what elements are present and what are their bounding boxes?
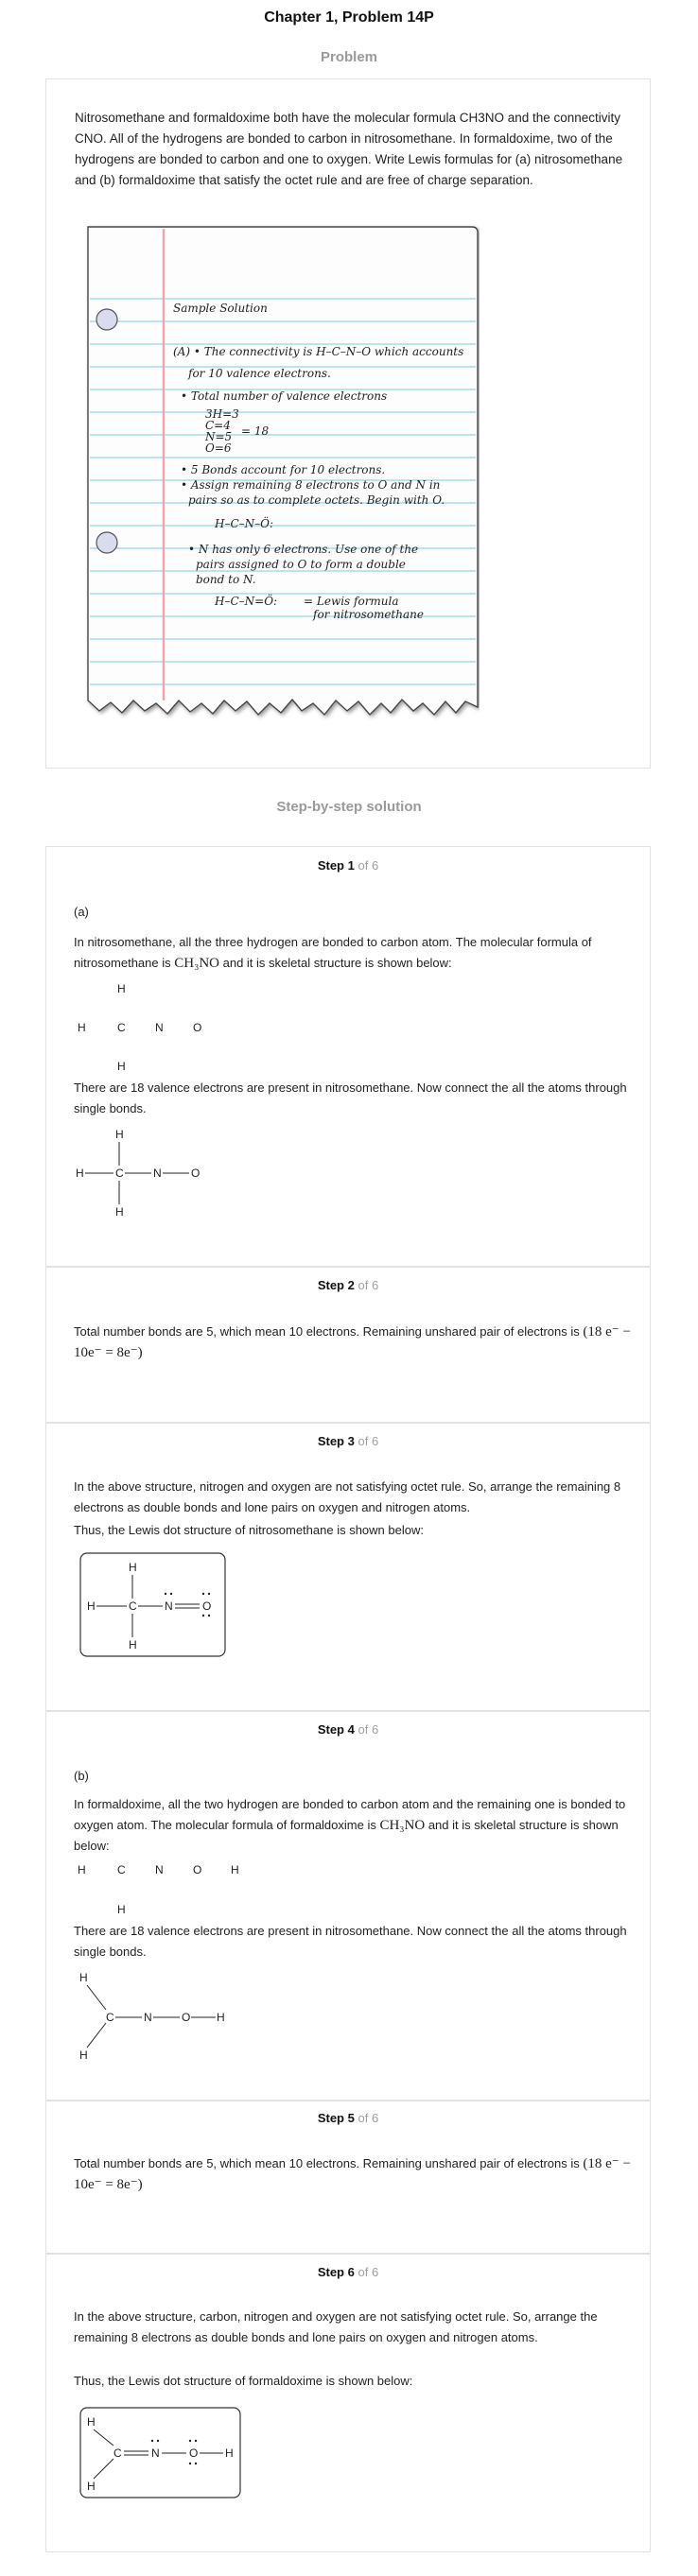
svg-text:N: N (165, 1599, 173, 1613)
svg-text:N=5: N=5 (205, 430, 233, 443)
step-5-heading: Step 5 of 6 (317, 2111, 379, 2125)
step-5-expression: (18 e⁻ − 10e⁻ = 8e⁻) (74, 2156, 631, 2192)
svg-text:H: H (78, 1863, 86, 1876)
svg-text:H–C–N=Ö:: H–C–N=Ö: (215, 595, 278, 608)
svg-text:N: N (155, 1863, 164, 1876)
svg-text:H: H (225, 2446, 234, 2460)
step-1-single-bond-structure (74, 1125, 225, 1219)
svg-text:H: H (115, 1128, 124, 1141)
svg-text:• N has only 6 electrons. Use: • N has only 6 electrons. Use one of the (188, 543, 419, 556)
svg-text:H: H (231, 1863, 239, 1876)
sample-solution-notebook-image (82, 223, 480, 734)
svg-text:H: H (115, 1205, 124, 1219)
svg-text:H: H (87, 2480, 96, 2493)
step-4-text: In formaldoxime, all the two hydrogen are bonded to carbon atom and the remaining one is bonded to oxygen atom. The molecular formula of formaldoxime is CH₃NO and it is skeletal structure is shown below: (74, 1797, 626, 1853)
svg-text:H: H (129, 1638, 137, 1651)
step-6-text-2: Thus, the Lewis dot structure of formaldoxime is shown below: (74, 2374, 413, 2388)
notebook-header: Sample Solution (173, 302, 268, 315)
step-3-text: In the above structure, nitrogen and oxygen are not satisfying octet rule. So, arrange the remaining 8 electrons as double bonds and lone pairs on oxygen and nitrogen atoms. (74, 1479, 621, 1514)
step-1-text: In nitrosomethane, all the three hydrogen are bonded to carbon atom. The molecular formula of nitrosomethane is CH₃NO and it is skeletal structure is shown below: (74, 935, 592, 971)
binder-hole-bottom (96, 532, 117, 553)
svg-text:C: C (113, 2446, 122, 2460)
svg-text:N: N (151, 2446, 160, 2460)
svg-text:O: O (193, 1021, 202, 1034)
svg-text:N: N (153, 1167, 162, 1180)
svg-text:3H=3: 3H=3 (205, 407, 239, 421)
svg-text:O: O (202, 1599, 212, 1613)
svg-text:O=6: O=6 (205, 441, 232, 455)
svg-text:pairs assigned to O to form a: pairs assigned to O to form a double (196, 558, 406, 571)
step-4-heading: Step 4 of 6 (317, 1722, 379, 1737)
problem-box (45, 78, 651, 769)
step-4-formula: CH₃NO (379, 1818, 426, 1833)
step-6-lewis-structure (79, 2407, 242, 2499)
svg-text:H: H (129, 1561, 137, 1574)
step-2-heading: Step 2 of 6 (317, 1278, 379, 1292)
problem-text: Nitrosomethane and formaldoxime both have the molecular formula CH3NO and the connectivity CNO. All of the hydrogens are bonded to carbon in nitrosomethane. In formaldoxime, two of the hydrogens are bonded to carbon and one to oxygen. Write Lewis formulas for (a) nitrosomethane and (b) formaldoxime that satisfy the octet rule and are free of charge separation. (75, 111, 623, 187)
step-2-expression: (18 e⁻ − 10e⁻ = 8e⁻) (74, 1324, 631, 1360)
step-4-single-bond-structure (74, 1968, 244, 2063)
svg-text:H: H (117, 1060, 126, 1073)
step-2-text: Total number bonds are 5, which mean 10 electrons. Remaining unshared pair of electrons is (18 e⁻ − 10e⁻ = 8e⁻) (74, 1324, 631, 1360)
svg-text:for nitrosomethane: for nitrosomethane (313, 608, 424, 621)
problem-heading: Problem (320, 49, 377, 65)
svg-text:O: O (193, 1863, 202, 1876)
svg-text:C=4: C=4 (205, 419, 231, 432)
svg-text:O: O (191, 1167, 201, 1180)
page-title: Chapter 1, Problem 14P (264, 9, 434, 26)
svg-text:H: H (78, 1021, 86, 1034)
step-1-text-2: There are 18 valence electrons are present in nitrosomethane. Now connect the all the atoms through single bonds. (74, 1081, 627, 1115)
svg-text:• 5 Bonds account for 10 elect: • 5 Bonds account for 10 electrons. (181, 463, 386, 476)
svg-text:= 18: = 18 (241, 424, 270, 438)
step-6-box (45, 2254, 651, 2552)
svg-text:C: C (117, 1021, 126, 1034)
svg-text:H: H (87, 2415, 96, 2429)
step-6-text: In the above structure, carbon, nitrogen and oxygen are not satisfying octet rule. So, arrange the remaining 8 electrons as double bonds and lone pairs on oxygen and nitrogen atoms. (74, 2309, 598, 2344)
svg-text:H: H (217, 2011, 225, 2024)
step-4-text-2: There are 18 valence electrons are present in nitrosomethane. Now connect the all the atoms through single bonds. (74, 1924, 627, 1959)
svg-text:H: H (117, 982, 126, 995)
svg-text:• Assign remaining 8 electrons: • Assign remaining 8 electrons to O and N in (181, 478, 441, 492)
step-3-text-2: Thus, the Lewis dot structure of nitrosomethane is shown below: (74, 1523, 424, 1537)
svg-text:C: C (129, 1599, 137, 1613)
svg-text:C: C (115, 1167, 124, 1180)
svg-text:C: C (117, 1863, 126, 1876)
step-5-text: Total number bonds are 5, which mean 10 electrons. Remaining unshared pair of electrons is (18 e⁻ − 10e⁻ = 8e⁻) (74, 2156, 631, 2192)
svg-text:H: H (87, 1599, 96, 1613)
step-1-heading: Step 1 of 6 (317, 858, 379, 873)
svg-text:= Lewis formula: = Lewis formula (304, 595, 399, 608)
step-3-heading: Step 3 of 6 (317, 1434, 379, 1448)
svg-text:H–C–N–Ö:: H–C–N–Ö: (215, 517, 274, 530)
svg-text:• Total number of valence elec: • Total number of valence electrons (181, 389, 388, 403)
svg-text:H: H (76, 1167, 84, 1180)
step-6-heading: Step 6 of 6 (317, 2265, 379, 2279)
svg-text:N: N (155, 1021, 164, 1034)
step-1-skeletal-structure (74, 979, 263, 1074)
step-1-part-label: (a) (74, 905, 89, 919)
step-1-formula: CH₃NO (174, 956, 219, 971)
step-3-lewis-structure (79, 1552, 227, 1658)
step-4-skeletal-structure (74, 1860, 282, 1917)
svg-text:H: H (79, 2049, 88, 2062)
step-4-part-label: (b) (74, 1769, 89, 1783)
svg-text:pairs so as to complete octets: pairs so as to complete octets. Begin with O. (188, 493, 445, 507)
binder-hole-top (96, 309, 117, 330)
svg-text:O: O (182, 2011, 191, 2024)
svg-text:bond to N.: bond to N. (196, 573, 256, 586)
svg-text:H: H (117, 1903, 126, 1916)
solution-heading: Step-by-step solution (276, 799, 422, 815)
svg-text:(A) • The connectivity is H–C–: (A) • The connectivity is H–C–N–O which accounts (173, 345, 464, 358)
svg-text:C: C (106, 2011, 114, 2024)
svg-text:O: O (189, 2446, 199, 2460)
svg-text:H: H (79, 1971, 88, 1984)
svg-text:for 10 valence electrons.: for 10 valence electrons. (188, 367, 331, 380)
svg-text:N: N (144, 2011, 152, 2024)
